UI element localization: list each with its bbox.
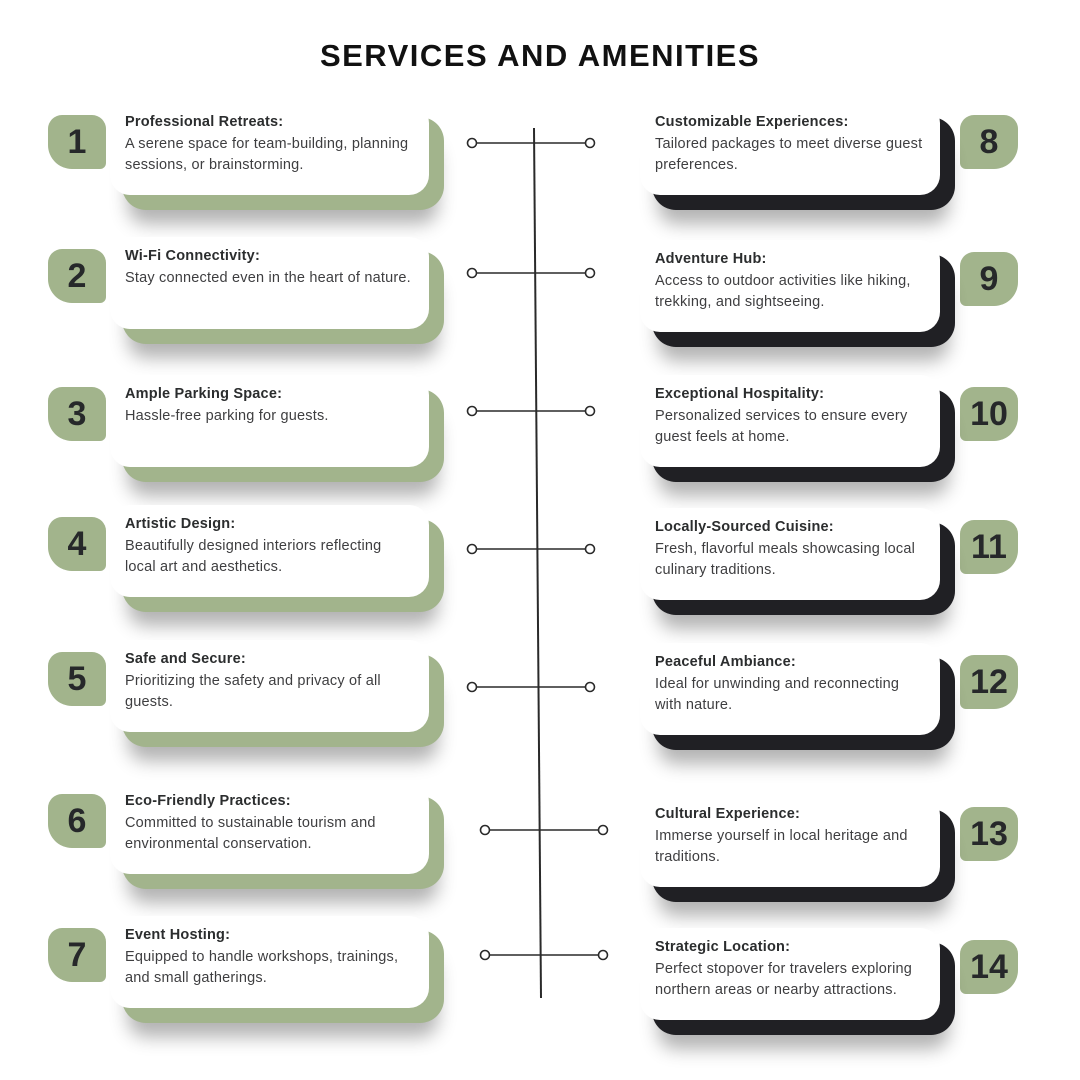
amenity-item-6 bbox=[48, 782, 429, 874]
item-title: Peaceful Ambiance: bbox=[655, 654, 796, 670]
amenity-card bbox=[640, 795, 940, 887]
item-number-badge bbox=[960, 807, 1018, 861]
item-number: 8 bbox=[979, 122, 999, 161]
card-face bbox=[110, 375, 429, 467]
card-face bbox=[110, 237, 429, 329]
card-face bbox=[640, 508, 940, 600]
item-description: Personalized services to ensure every guest feels at home. bbox=[655, 408, 908, 445]
item-title: Ample Parking Space: bbox=[125, 386, 283, 402]
amenity-item-4 bbox=[48, 505, 429, 597]
card-face bbox=[640, 643, 940, 735]
item-title: Professional Retreats: bbox=[125, 114, 284, 130]
amenity-item-12 bbox=[640, 643, 1018, 735]
amenity-item-5 bbox=[48, 640, 429, 732]
amenity-card bbox=[110, 916, 429, 1008]
amenity-item-8 bbox=[640, 103, 1018, 195]
amenity-item-1 bbox=[48, 103, 429, 195]
item-title: Exceptional Hospitality: bbox=[655, 386, 825, 402]
card-face bbox=[640, 103, 940, 195]
card-face bbox=[640, 240, 940, 332]
timeline-spine bbox=[450, 120, 620, 1010]
amenity-card bbox=[110, 375, 429, 467]
item-number-badge bbox=[960, 387, 1018, 441]
item-description: Beautifully designed interiors reflecting local art and aesthetics. bbox=[125, 538, 382, 575]
card-face bbox=[110, 103, 429, 195]
card-face bbox=[110, 782, 429, 874]
item-description: Access to outdoor activities like hiking, trekking, and sightseeing. bbox=[655, 273, 911, 310]
item-number-badge bbox=[48, 517, 106, 571]
amenity-item-10 bbox=[640, 375, 1018, 467]
item-description: Prioritizing the safety and privacy of all guests. bbox=[125, 673, 381, 710]
amenity-item-14 bbox=[640, 928, 1018, 1020]
amenity-card bbox=[640, 375, 940, 467]
item-title: Eco-Friendly Practices: bbox=[125, 793, 291, 809]
amenity-card bbox=[110, 782, 429, 874]
amenity-item-9 bbox=[640, 240, 1018, 332]
item-number-badge bbox=[48, 928, 106, 982]
item-number: 7 bbox=[67, 935, 87, 974]
item-description: Perfect stopover for travelers exploring northern areas or nearby attractions. bbox=[655, 961, 913, 998]
item-description: Ideal for unwinding and reconnecting with nature. bbox=[655, 676, 900, 713]
item-number: 9 bbox=[979, 259, 999, 298]
amenity-card bbox=[110, 237, 429, 329]
item-number: 12 bbox=[970, 662, 1008, 701]
amenity-item-3 bbox=[48, 375, 429, 467]
item-number-badge bbox=[48, 387, 106, 441]
item-title: Customizable Experiences: bbox=[655, 114, 849, 130]
item-title: Strategic Location: bbox=[655, 939, 791, 955]
item-title: Artistic Design: bbox=[125, 516, 236, 532]
item-title: Wi-Fi Connectivity: bbox=[125, 248, 260, 264]
item-number-badge bbox=[960, 655, 1018, 709]
item-number: 1 bbox=[67, 122, 87, 161]
item-number: 6 bbox=[67, 801, 87, 840]
item-number: 13 bbox=[970, 814, 1008, 853]
amenity-item-13 bbox=[640, 795, 1018, 887]
amenity-item-7 bbox=[48, 916, 429, 1008]
item-description: Equipped to handle workshops, trainings, and small gatherings. bbox=[125, 949, 399, 986]
item-title: Adventure Hub: bbox=[655, 251, 767, 267]
amenity-card bbox=[640, 643, 940, 735]
item-number-badge bbox=[48, 794, 106, 848]
item-title: Locally-Sourced Cuisine: bbox=[655, 519, 834, 535]
card-face bbox=[110, 916, 429, 1008]
item-number: 3 bbox=[67, 394, 87, 433]
amenity-card bbox=[640, 508, 940, 600]
amenity-card bbox=[110, 505, 429, 597]
item-title: Event Hosting: bbox=[125, 927, 231, 943]
item-number: 11 bbox=[971, 527, 1007, 566]
item-description: Immerse yourself in local heritage and traditions. bbox=[655, 828, 908, 865]
item-title: Safe and Secure: bbox=[125, 651, 246, 667]
amenity-card bbox=[640, 103, 940, 195]
amenity-card bbox=[640, 928, 940, 1020]
item-description: Hassle-free parking for guests. bbox=[125, 408, 329, 424]
item-number: 10 bbox=[970, 394, 1008, 433]
item-number-badge bbox=[960, 252, 1018, 306]
item-description: A serene space for team-building, planning sessions, or brainstorming. bbox=[125, 136, 409, 173]
item-number-badge bbox=[48, 652, 106, 706]
item-number-badge bbox=[48, 249, 106, 303]
card-face bbox=[640, 795, 940, 887]
item-number-badge bbox=[960, 115, 1018, 169]
amenity-item-2 bbox=[48, 237, 429, 329]
card-face bbox=[640, 928, 940, 1020]
card-face bbox=[110, 640, 429, 732]
item-number: 2 bbox=[67, 256, 87, 295]
item-number-badge bbox=[48, 115, 106, 169]
amenity-card bbox=[110, 640, 429, 732]
card-face bbox=[110, 505, 429, 597]
item-title: Cultural Experience: bbox=[655, 806, 801, 822]
card-face bbox=[640, 375, 940, 467]
item-number: 5 bbox=[67, 659, 87, 698]
item-description: Committed to sustainable tourism and environmental conservation. bbox=[125, 815, 376, 852]
item-description: Stay connected even in the heart of nature. bbox=[125, 270, 411, 286]
item-description: Tailored packages to meet diverse guest preferences. bbox=[655, 136, 923, 173]
item-number: 4 bbox=[67, 524, 87, 563]
item-number-badge bbox=[960, 520, 1018, 574]
amenity-card bbox=[640, 240, 940, 332]
item-description: Fresh, flavorful meals showcasing local culinary traditions. bbox=[655, 541, 916, 578]
item-number-badge bbox=[960, 940, 1018, 994]
amenity-card bbox=[110, 103, 429, 195]
amenity-item-11 bbox=[640, 508, 1018, 600]
item-number: 14 bbox=[970, 947, 1008, 986]
page-title: SERVICES AND AMENITIES bbox=[319, 38, 761, 73]
